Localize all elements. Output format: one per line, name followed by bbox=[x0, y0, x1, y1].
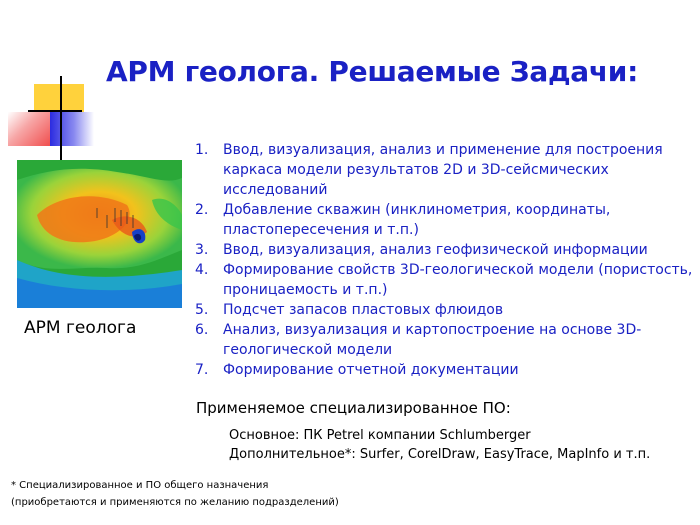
vertical-line bbox=[60, 76, 62, 160]
software-additional: Дополнительное*: Surfer, CorelDraw, EasyTrace, MapInfo и т.п. bbox=[229, 447, 651, 462]
geological-map-image bbox=[17, 160, 182, 308]
list-item bbox=[195, 260, 695, 300]
list-item bbox=[195, 140, 695, 200]
red-gradient-square bbox=[8, 112, 52, 146]
list-item-number: 2. bbox=[195, 202, 209, 218]
list-item bbox=[195, 320, 695, 360]
software-heading: Применяемое специализированное ПО: bbox=[196, 399, 511, 417]
footnote-line-2: (приобретаются и применяются по желанию подразделений) bbox=[11, 497, 339, 508]
list-item bbox=[195, 360, 695, 380]
list-item-text: Формирование отчетной документации bbox=[223, 362, 519, 378]
list-item-text: Подсчет запасов пластовых флюидов bbox=[223, 302, 504, 318]
list-item bbox=[195, 240, 695, 260]
map-caption: АРМ геолога bbox=[24, 318, 137, 338]
blue-gradient-square bbox=[50, 112, 94, 146]
tasks-list bbox=[195, 140, 695, 380]
list-item-text: Ввод, визуализация, анализ геофизической информации bbox=[223, 242, 648, 258]
list-item-text: Добавление скважин (инклинометрия, координаты, пластопересечения и т.п.) bbox=[223, 202, 611, 238]
list-item-number: 1. bbox=[195, 142, 209, 158]
abstract-squares-icon bbox=[0, 0, 100, 160]
list-item-text: Ввод, визуализация, анализ и применение для построения каркаса модели результатов 2D и 3D-сейсмических исследований bbox=[223, 142, 663, 198]
page-title: АРМ геолога. Решаемые Задачи: bbox=[106, 55, 639, 88]
list-item-number: 4. bbox=[195, 262, 209, 278]
list-item-text: Анализ, визуализация и картопостроение на основе 3D-геологической модели bbox=[223, 322, 642, 358]
list-item bbox=[195, 300, 695, 320]
horizontal-line bbox=[28, 110, 82, 112]
list-item-text: Формирование свойств 3D-геологической модели (пористость, проницаемость и т.п.) bbox=[223, 262, 693, 298]
footnote-line-1: * Специализированное и ПО общего назначения bbox=[11, 480, 269, 491]
list-item bbox=[195, 200, 695, 240]
software-main: Основное: ПК Petrel компании Schlumberger bbox=[229, 428, 531, 443]
list-item-number: 6. bbox=[195, 322, 209, 338]
list-item-number: 3. bbox=[195, 242, 209, 258]
list-item-number: 5. bbox=[195, 302, 209, 318]
list-item-number: 7. bbox=[195, 362, 209, 378]
